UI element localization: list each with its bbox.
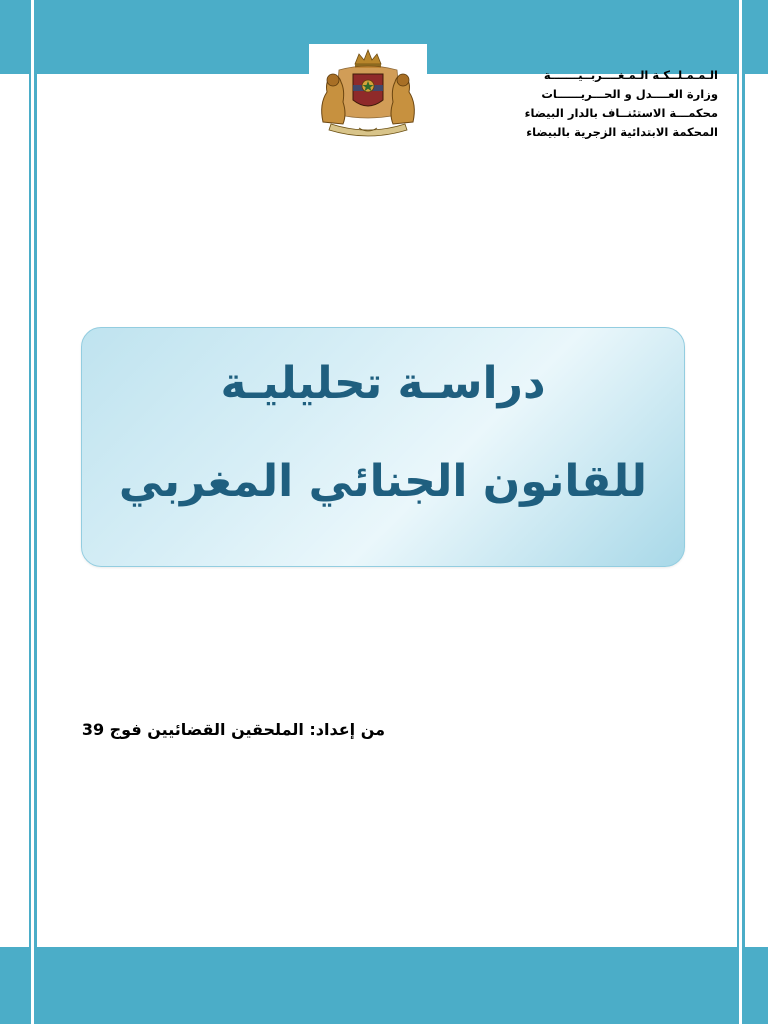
author-credit: من إعداد: الملحقين القضائيين فوج 39 [81,720,385,739]
header-line-ministry: وزارة العــــدل و الحـــريــــــات [541,87,718,101]
header-line-appeal-court: محكمـــة الاستئنــاف بالدار البيضاء [524,106,718,120]
header-line-first-instance-court: المحكمة الابتدائية الزجرية بالبيضاء [526,125,718,139]
title-box [81,327,685,567]
title-line-2: للقانون الجنائي المغربي [118,456,648,507]
left-frame-line [29,0,37,1024]
emblem [309,44,427,139]
bottom-decorative-band [0,947,768,1024]
moroccan-coat-of-arms-icon [309,44,427,139]
header-line-kingdom: الـمـمـلــكـة الـمـغــــربــيـــــــة [543,68,718,82]
title-line-1: دراسـة تحليليـة [220,358,546,409]
institution-header [488,66,718,142]
right-frame-line [737,0,745,1024]
